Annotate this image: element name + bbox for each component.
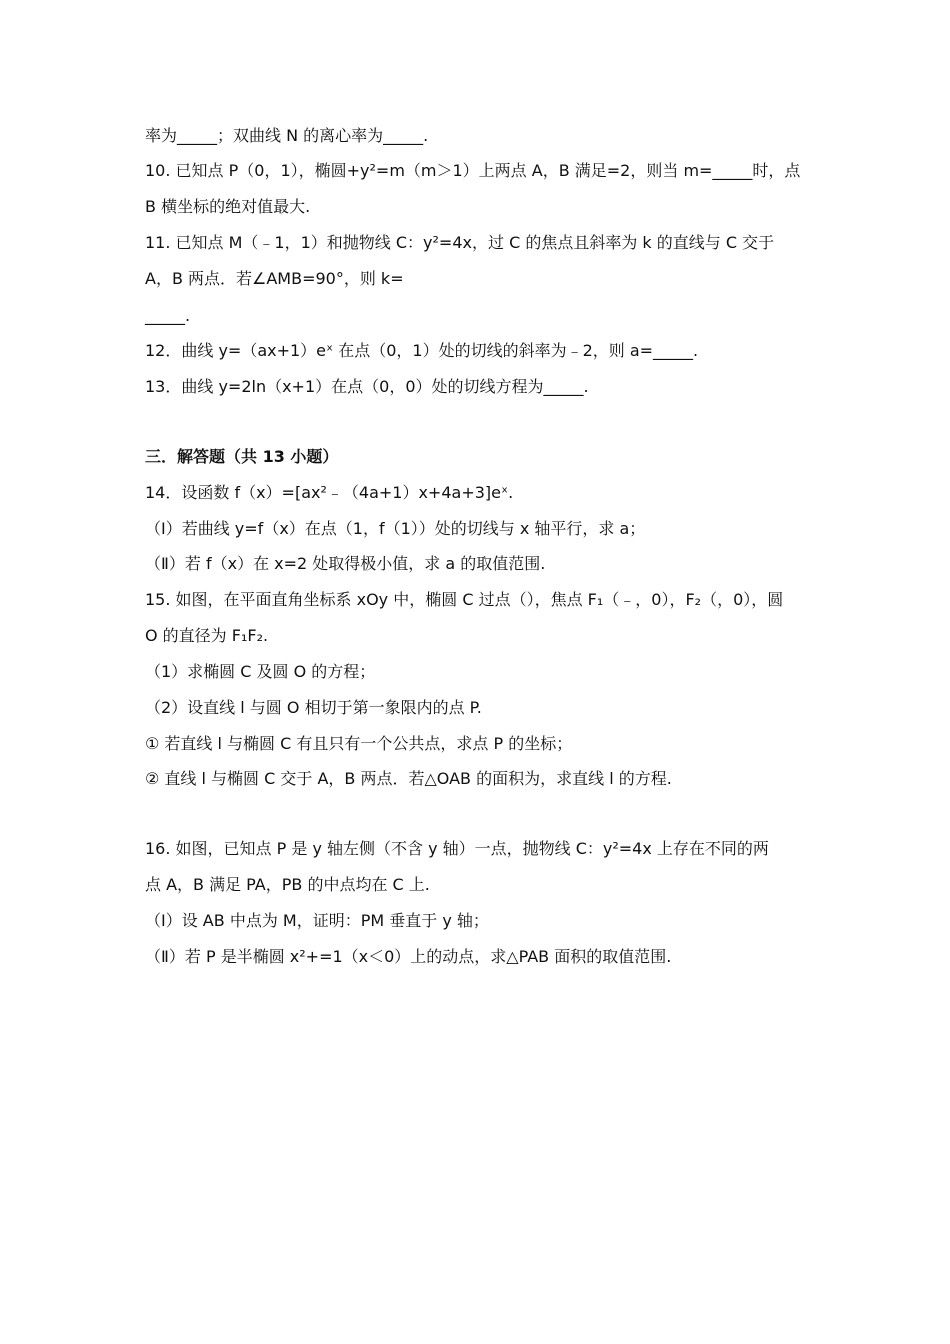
text-line-q15-part1: （1）求椭圆 C 及圆 O 的方程； [145,662,376,681]
text-line-q13: 13．曲线 y=2ln（x+1）在点（0，0）处的切线方程为_____. [145,377,589,396]
section-heading: 三．解答题（共 13 小题） [145,447,339,466]
text-line-q9-continuation: 率为_____；双曲线 N 的离心率为_____. [145,126,429,145]
text-line-q16-part2: （Ⅱ）若 P 是半椭圆 x²+=1（x＜0）上的动点，求△PAB 面积的取值范围. [145,947,672,966]
text-line-q16: 16. 如图，已知点 P 是 y 轴左侧（不含 y 轴）一点，抛物线 C：y²=4x 上存在不同的两 [145,839,769,858]
text-line-q15: 15. 如图，在平面直角坐标系 xOy 中，椭圆 C 过点（），焦点 F₁（﹣，0），F₂（，0），圆 [145,590,784,609]
text-line-q16-cont: 点 A，B 满足 PA，PB 的中点均在 C 上. [145,875,430,894]
text-line-q11: 11. 已知点 M（﹣1，1）和抛物线 C：y²=4x，过 C 的焦点且斜率为 k 的直线与 C 交于 [145,233,775,252]
text-line-q15-part2: （2）设直线 l 与圆 O 相切于第一象限内的点 P. [145,698,482,717]
text-line-q11-cont: A，B 两点．若∠AMB=90°，则 k= [145,269,404,288]
text-line-q15-sub1: ① 若直线 l 与椭圆 C 有且只有一个公共点，求点 P 的坐标； [145,734,573,753]
text-line-q10: 10. 已知点 P（0，1），椭圆+y²=m（m＞1）上两点 A，B 满足=2，则当 m=_____时，点 [145,161,801,180]
text-line-q15-cont: O 的直径为 F₁F₂. [145,626,269,645]
text-line-q10-cont: B 横坐标的绝对值最大. [145,197,311,216]
text-line-q11-blank: _____. [145,306,191,325]
text-line-q16-part1: （Ⅰ）设 AB 中点为 M，证明：PM 垂直于 y 轴； [145,911,489,930]
text-line-q14-part2: （Ⅱ）若 f（x）在 x=2 处取得极小值，求 a 的取值范围. [145,554,546,573]
text-line-q12: 12．曲线 y=（ax+1）eˣ 在点（0，1）处的切线的斜率为﹣2，则 a=_____. [145,341,699,360]
text-line-q14: 14．设函数 f（x）=[ax²﹣（4a+1）x+4a+3]eˣ. [145,483,514,502]
text-line-q15-sub2: ② 直线 l 与椭圆 C 交于 A，B 两点．若△OAB 的面积为，求直线 l 的方程. [145,769,672,788]
text-line-q14-part1: （Ⅰ）若曲线 y=f（x）在点（1，f（1））处的切线与 x 轴平行，求 a； [145,519,646,538]
